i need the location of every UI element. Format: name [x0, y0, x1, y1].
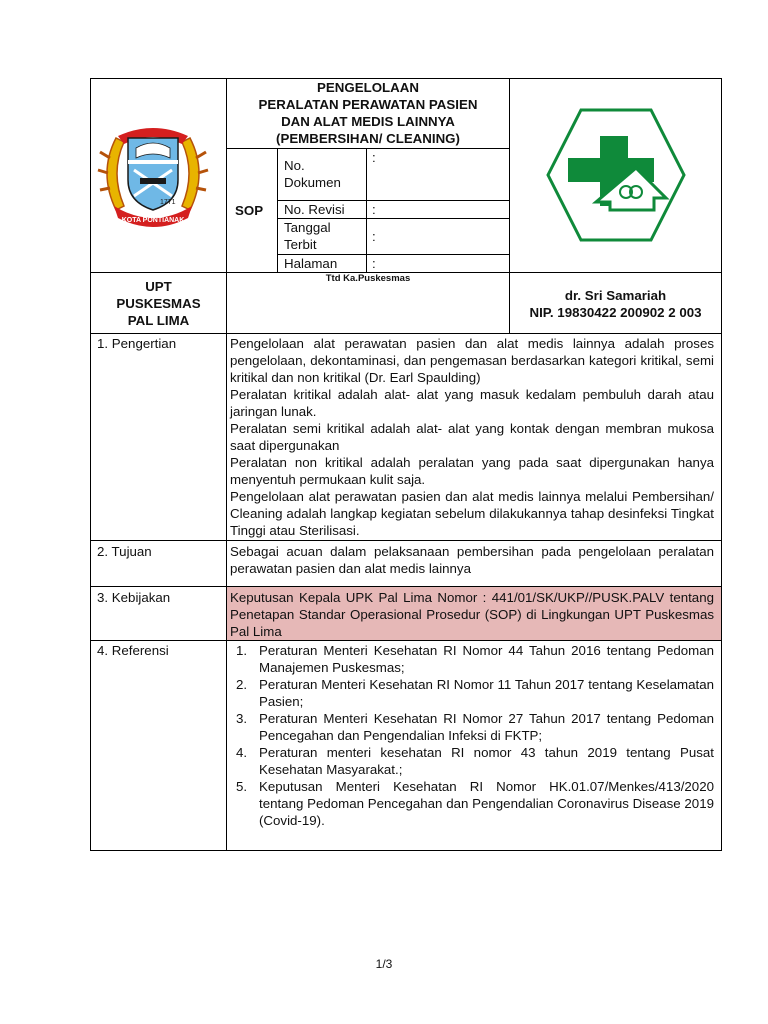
section-body-pengertian: Pengelolaan alat perawatan pasien dan alat medis lainnya adalah proses pengelolaan, dekontaminasi, dan pengemasan berdasarkan kategori kritikal, semi kritikal dan non kritikal (Dr. Earl Spaulding) Peralatan kritikal adalah alat- alat yang masuk kedalam pembuluh darah atau jaringan lunak. Peralatan semi kritikal adalah alat- alat yang kontak dengan membran mukosa saat dipergunakan Peralatan non kritikal adalah peralatan yang pada saat dipergunakan hanya menyentuh permukaan kulit saja. Pengelolaan alat perawatan pasien dan alat medis lainnya melalui Pembersihan/ Cleaning adalah langkap kegiatan sebelum dilakukannya tahap desinfeksi Tingkat Tinggi atau Sterilisasi.	[230, 336, 714, 538]
svg-text:1771: 1771	[160, 199, 176, 206]
puskesmas-logo	[544, 106, 688, 244]
section-label-tujuan: 2. Tujuan	[97, 544, 152, 559]
svg-text:KOTA PONTIANAK: KOTA PONTIANAK	[121, 217, 185, 224]
kota-pontianak-logo	[96, 118, 210, 230]
meta-sep-no-dokumen: :	[372, 150, 376, 165]
meta-label-no-dokumen: No. Dokumen	[284, 158, 341, 190]
signer-block	[510, 287, 721, 321]
section-label-pengertian: 1. Pengertian	[97, 336, 177, 351]
meta-sep-tanggal-terbit: :	[372, 229, 376, 244]
section-body-tujuan: Sebagai acuan dalam pelaksanaan pembersihan pada pengelolaan peralatan perawatan pasien dan alat medis lainnya	[230, 544, 714, 576]
meta-label-halaman: Halaman	[284, 256, 338, 271]
list-item: 3. Peraturan Menteri Kesehatan RI Nomor 27 Tahun 2017 tentang Pedoman Pencegahan dan Pengendalian Infeksi di FKTP;	[236, 711, 714, 743]
meta-label-tanggal-terbit: Tanggal Terbit	[284, 220, 331, 252]
list-item: 2. Peraturan Menteri Kesehatan RI Nomor 11 Tahun 2017 tentang Keselamatan Pasien;	[236, 677, 714, 709]
page-number: 1/3	[375, 957, 393, 971]
list-item: 1. Peraturan Menteri Kesehatan RI Nomor 44 Tahun 2016 tentang Pedoman Manajemen Puskesmas;	[236, 643, 714, 675]
list-item: 4. Peraturan menteri kesehatan RI nomor 43 tahun 2019 tentang Pusat Kesehatan Masyarakat.;	[236, 745, 714, 777]
section-body-kebijakan: Keputusan Kepala UPK Pal Lima Nomor : 441/01/SK/UKP//PUSK.PALV tentang Penetapan Standar Operasional Prosedur (SOP) di Lingkungan UPT Puskesmas Pal Lima	[230, 590, 714, 639]
meta-sep-no-revisi: :	[372, 202, 376, 217]
org-name: UPT PUSKESMAS PAL LIMA	[116, 279, 201, 328]
sop-title: PENGELOLAAN PERALATAN PERAWATAN PASIEN DAN ALAT MEDIS LAINNYA (PEMBERSIHAN/ CLEANING)	[258, 80, 478, 146]
section-label-kebijakan: 3. Kebijakan	[97, 590, 171, 605]
section-label-referensi: 4. Referensi	[97, 643, 169, 658]
meta-sep-halaman: :	[372, 256, 376, 271]
signer-name: dr. Sri Samariah	[564, 288, 667, 303]
section-body-referensi	[228, 642, 714, 829]
meta-label-no-revisi: No. Revisi	[284, 202, 345, 217]
sign-caption: Ttd Ka.Puskesmas	[325, 273, 411, 284]
list-item: 5. Keputusan Menteri Kesehatan RI Nomor HK.01.07/Menkes/413/2020 tentang Pedoman Pencegahan dan Pengendalian Coronavirus Disease 2019 (Covid-19).	[236, 779, 714, 828]
sop-label: SOP	[235, 203, 264, 218]
signer-nip: NIP. 19830422 200902 2 003	[529, 305, 702, 320]
